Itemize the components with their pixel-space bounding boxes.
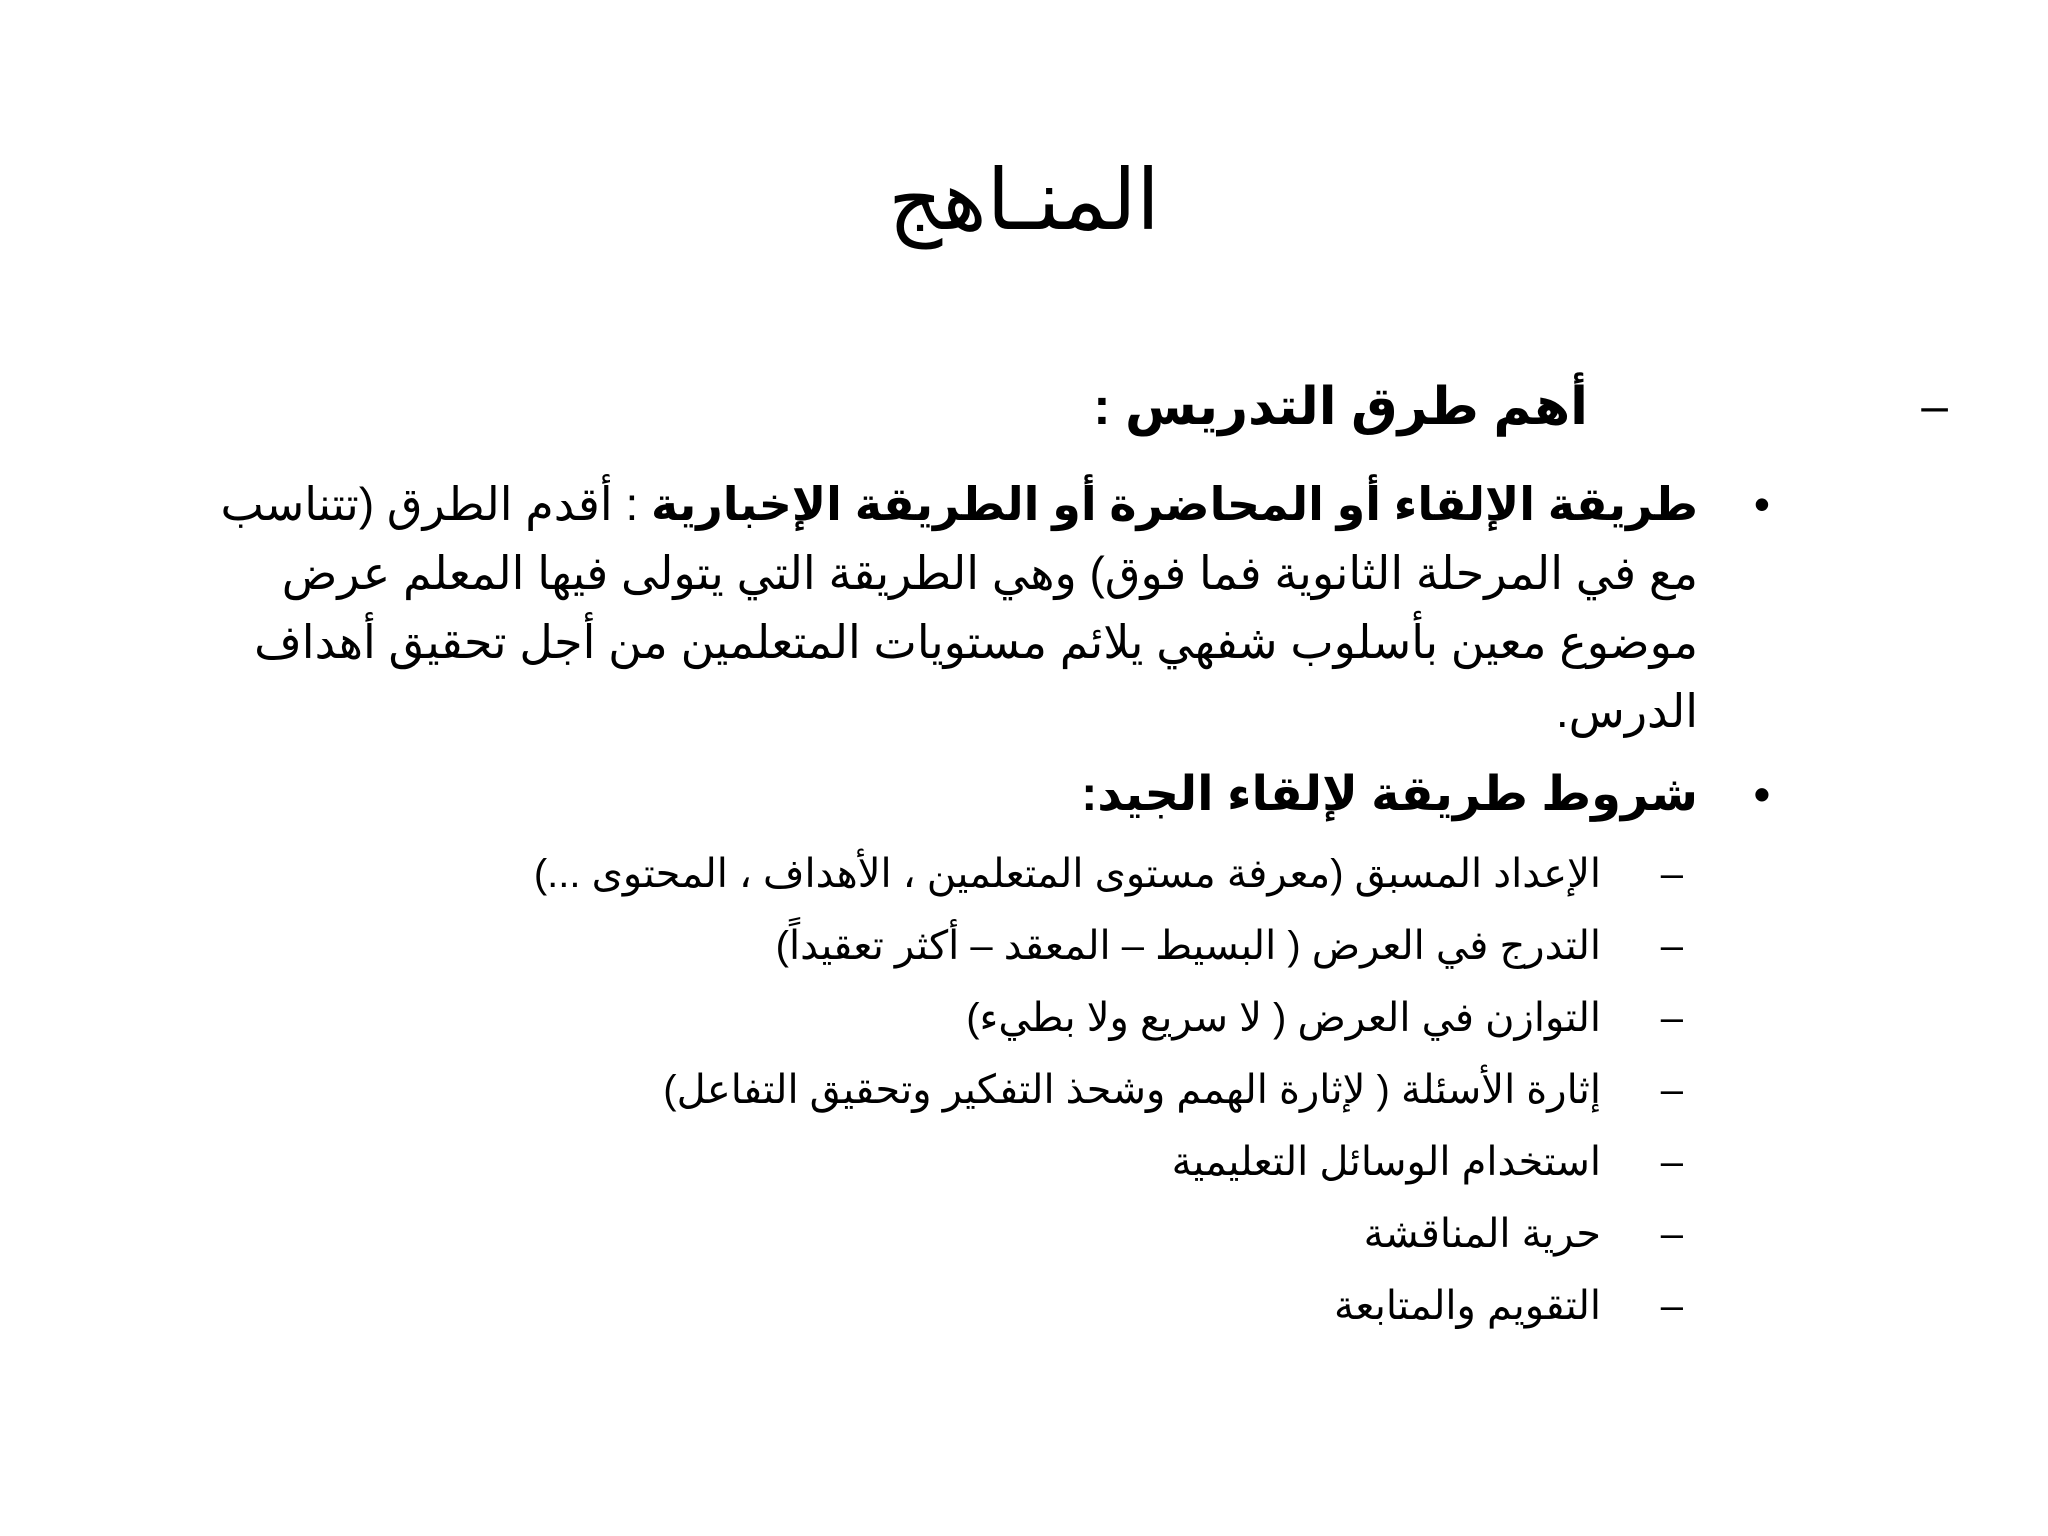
bullet-lecture-method [168,470,1770,746]
bullet-body-text: : أقدم الطرق (تتناسب مع في المرحلة الثانوية فما فوق) وهي الطريقة التي يتولى فيها المعلم عرض موضوع معين بأسلوب شفهي يلائم مستويات المتعلمين من أجل تحقيق أهداف الدرس. [220,478,1698,737]
bullet-marker: • [1753,768,1770,820]
list-item [283,1198,1683,1270]
list-item-text: إثارة الأسئلة ( لإثارة الهمم وشحذ التفكير وتحقيق التفاعل) [663,1068,1601,1112]
list-item [283,1054,1683,1126]
dash-marker: – [1660,1068,1683,1112]
heading-dash-marker: – [1921,380,1948,433]
dash-marker: – [1660,924,1683,968]
dash-marker: – [1660,996,1683,1040]
list-item [283,1270,1683,1342]
list-item-text: حرية المناقشة [1363,1212,1601,1256]
bullet-bold-text: طريقة الإلقاء أو المحاضرة أو الطريقة الإخبارية [651,478,1698,530]
dash-marker: – [1660,1284,1683,1328]
list-item [283,982,1683,1054]
heading-text: أهم طرق التدريس : [1093,378,1588,436]
list-item [283,1126,1683,1198]
list-item-text: التدرج في العرض ( البسيط – المعقد – أكثر تعقيداً) [775,924,1601,968]
slide-title: المنـاهج [888,153,1160,247]
list-item-text: التقويم والمتابعة [1333,1284,1601,1328]
list-item [283,910,1683,982]
dash-marker: – [1660,1212,1683,1256]
bullet-conditions [168,760,1770,829]
list-item [283,838,1683,910]
dash-marker: – [1660,852,1683,896]
list-item-text: الإعداد المسبق (معرفة مستوى المتعلمين ، الأهداف ، المحتوى ...) [533,852,1601,896]
conditions-list [283,838,1683,1342]
section-heading [248,372,1948,442]
list-item-text: التوازن في العرض ( لا سريع ولا بطيء) [966,996,1601,1040]
bullet-marker: • [1753,478,1770,530]
bullet-text: شروط طريقة لإلقاء الجيد: [1081,768,1698,821]
dash-marker: – [1660,1140,1683,1184]
list-item-text: استخدام الوسائل التعليمية [1171,1140,1601,1184]
